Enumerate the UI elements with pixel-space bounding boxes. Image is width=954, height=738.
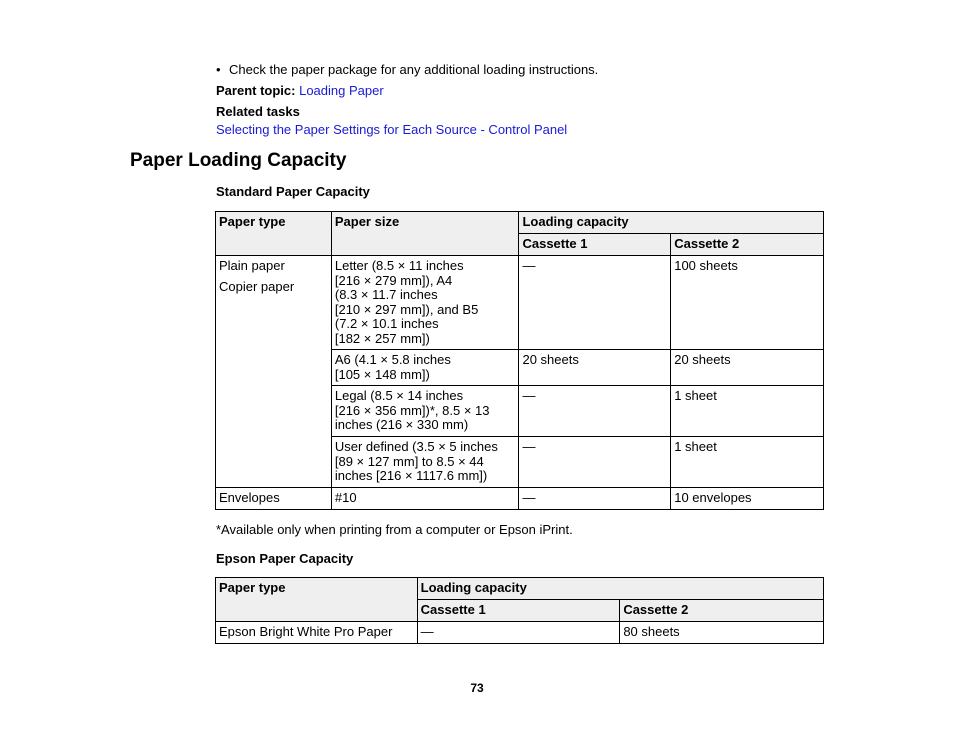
plain-paper-types [216, 256, 332, 488]
paper-type-epson: Epson Bright White Pro Paper [216, 622, 418, 644]
epson-capacity-table [215, 577, 824, 644]
related-tasks [216, 122, 567, 137]
header-loading-capacity: Loading capacity [417, 578, 823, 600]
size-line: [210 × 297 mm]), and B5 [334, 301, 479, 317]
parent-topic-link[interactable]: Loading Paper [299, 83, 384, 98]
standard-capacity-title: Standard Paper Capacity [216, 184, 370, 199]
cassette-1-value: — [519, 437, 671, 488]
paper-size-cell [331, 350, 519, 386]
table-row [216, 622, 824, 644]
paper-size-cell: #10 [331, 488, 519, 510]
paper-type-plain: Plain paper [219, 258, 285, 273]
size-line: Legal (8.5 × 14 inches [334, 388, 464, 403]
bullet-item [216, 62, 598, 77]
header-loading-capacity: Loading capacity [519, 212, 824, 234]
related-task-link[interactable]: Selecting the Paper Settings for Each Source - Control Panel [216, 122, 568, 137]
size-line: A6 (4.1 × 5.8 inches [334, 352, 451, 367]
size-line: [105 × 148 mm]) [334, 366, 430, 382]
paper-type-envelopes: Envelopes [216, 488, 332, 510]
cassette-1-value: — [519, 256, 671, 350]
cassette-1-value: — [417, 622, 620, 644]
cassette-1-value: 20 sheets [519, 350, 671, 386]
size-line: [89 × 127 mm] to 8.5 × 44 [334, 453, 484, 469]
cassette-2-value: 1 sheet [671, 437, 824, 488]
footnote: *Available only when printing from a computer or Epson iPrint. [216, 522, 573, 537]
parent-topic-label: Parent topic: [216, 83, 296, 98]
table-row [216, 488, 824, 510]
cassette-2-value: 1 sheet [671, 386, 824, 437]
epson-capacity-title: Epson Paper Capacity [216, 551, 354, 566]
bullet-text: Check the paper package for any additional loading instructions. [229, 62, 599, 77]
size-line: inches [216 × 1117.6 mm]) [334, 468, 488, 484]
header-cassette-2: Cassette 2 [671, 234, 824, 256]
paper-type-copier: Copier paper [219, 278, 295, 294]
related-tasks-label: Related tasks [216, 104, 300, 119]
bullet-symbol: • [216, 62, 221, 77]
paper-size-cell [331, 386, 519, 437]
header-paper-size: Paper size [331, 212, 519, 256]
paper-size-cell [331, 437, 519, 488]
cassette-1-value: — [519, 488, 671, 510]
cassette-2-value: 10 envelopes [671, 488, 824, 510]
header-cassette-1: Cassette 1 [417, 600, 620, 622]
size-line: (8.3 × 11.7 inches [334, 287, 438, 303]
page-number: 73 [470, 681, 484, 695]
size-line: User defined (3.5 × 5 inches [334, 439, 498, 454]
size-line: (7.2 × 10.1 inches [334, 316, 439, 332]
size-line: inches (216 × 330 mm) [334, 417, 469, 433]
header-cassette-2: Cassette 2 [620, 600, 824, 622]
cassette-2-value: 80 sheets [620, 622, 824, 644]
page-title: Paper Loading Capacity [130, 150, 347, 171]
size-line: [216 × 356 mm])*, 8.5 × 13 [334, 402, 490, 418]
header-paper-type: Paper type [216, 212, 332, 256]
standard-capacity-table [215, 211, 824, 510]
cassette-2-value: 100 sheets [671, 256, 824, 350]
size-line: Letter (8.5 × 11 inches [334, 258, 464, 273]
parent-topic [216, 83, 384, 98]
paper-size-cell [331, 256, 519, 350]
header-cassette-1: Cassette 1 [519, 234, 671, 256]
table-row [216, 256, 824, 350]
cassette-1-value: — [519, 386, 671, 437]
size-line: [216 × 279 mm]), A4 [334, 272, 453, 288]
cassette-2-value: 20 sheets [671, 350, 824, 386]
size-line: [182 × 257 mm]) [334, 330, 430, 346]
header-paper-type: Paper type [216, 578, 418, 622]
